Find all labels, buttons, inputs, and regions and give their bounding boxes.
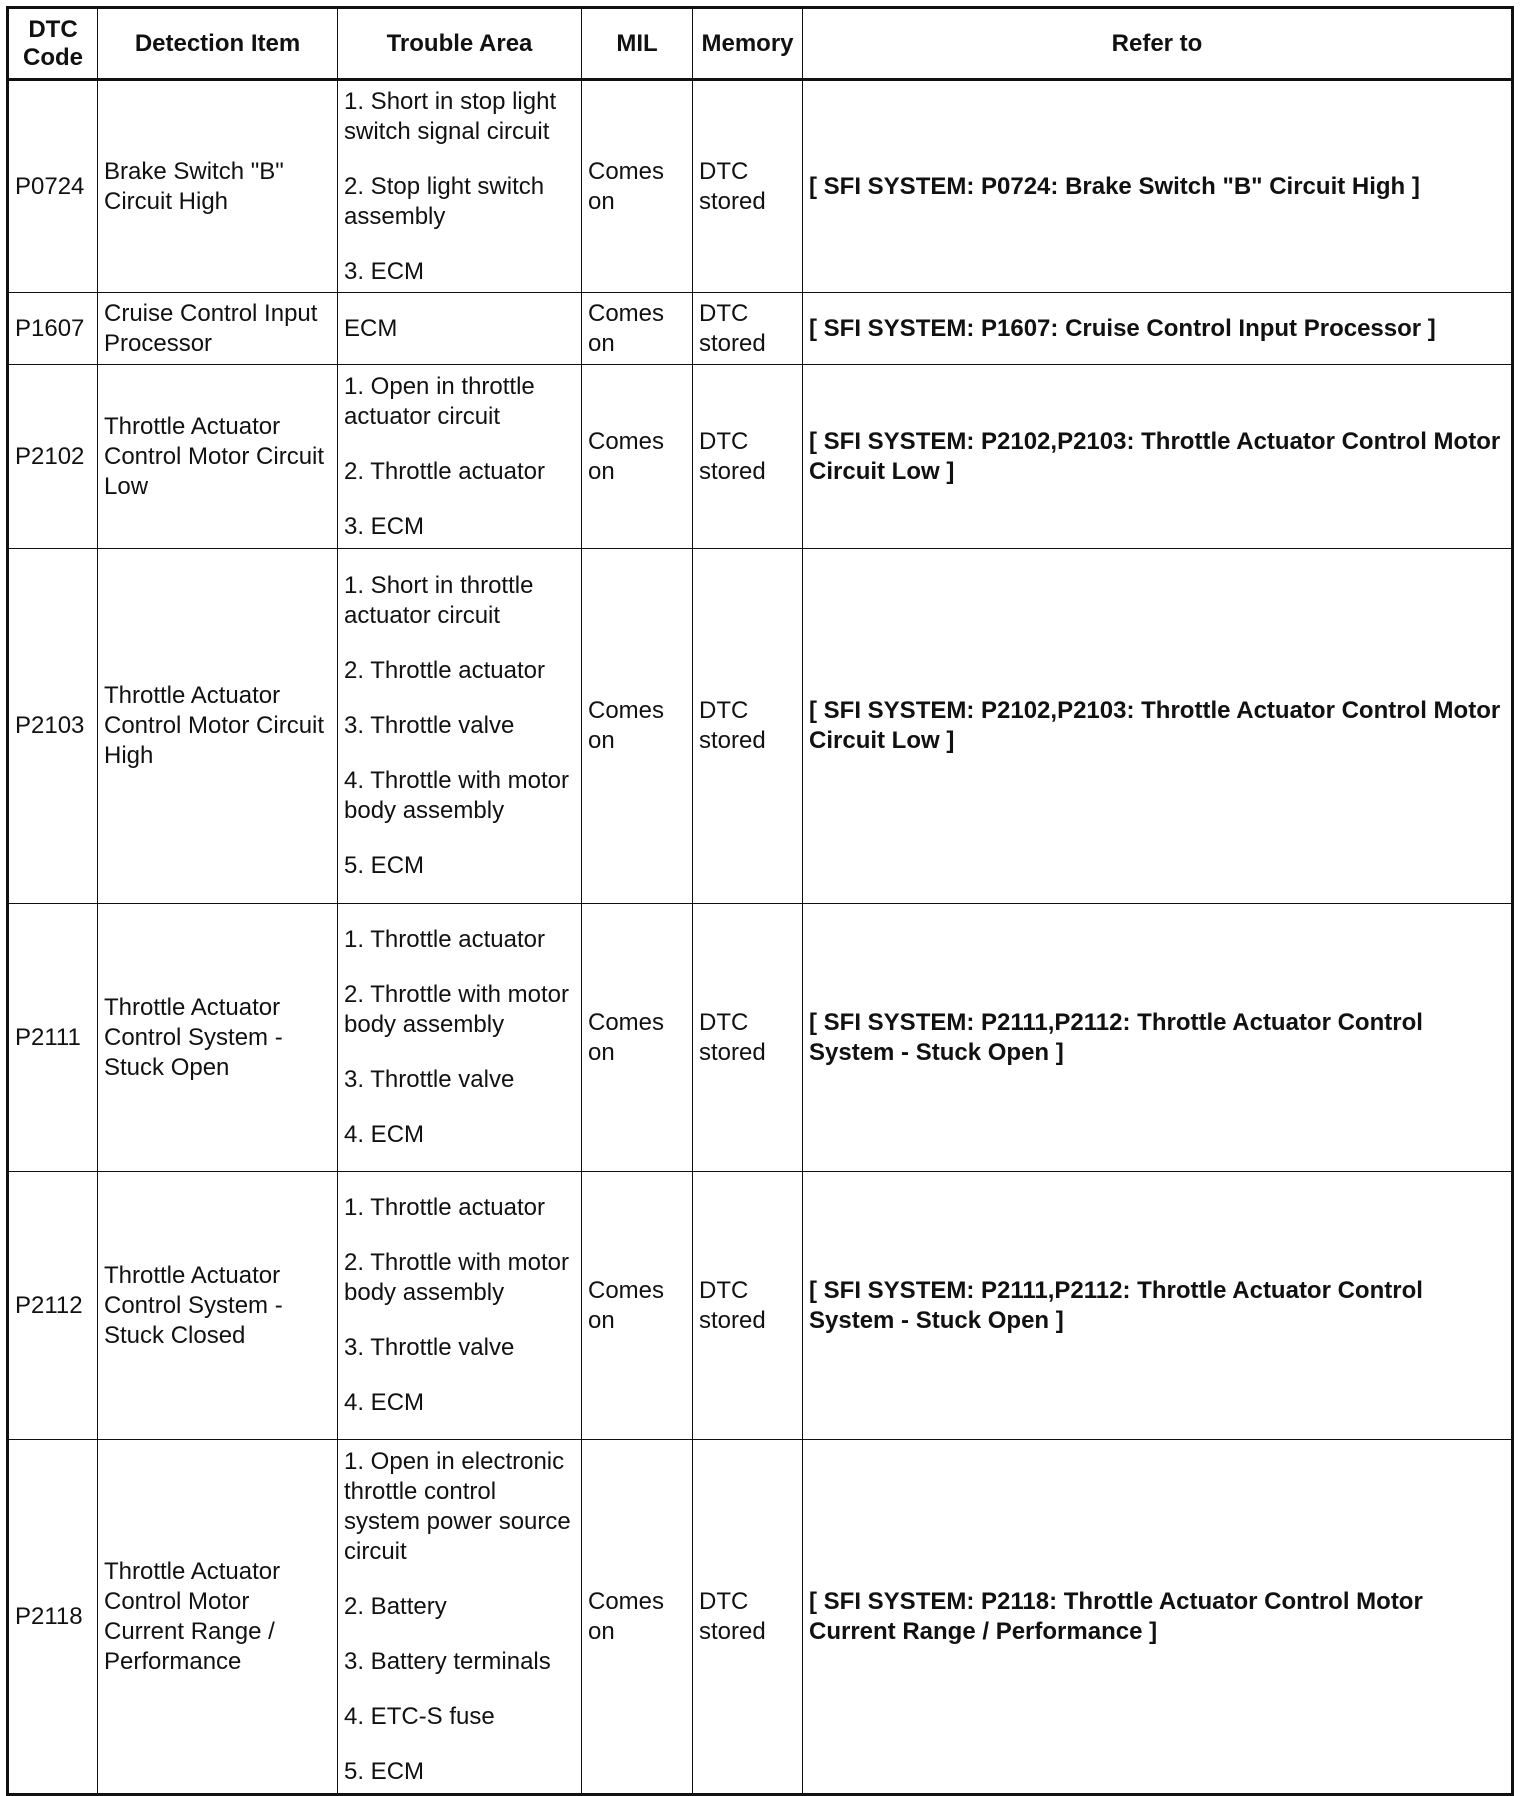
- dtc-table: [6, 6, 1514, 1796]
- trouble-area-item: 3. Battery terminals: [344, 1647, 551, 1675]
- trouble-area-cell: [338, 1172, 582, 1440]
- mil-cell: Comes on: [582, 1440, 693, 1795]
- trouble-area-item: ECM: [344, 314, 398, 342]
- dtc-code-cell: P2102: [8, 365, 98, 549]
- refer-to-link[interactable]: [ SFI SYSTEM: P2102,P2103: Throttle Actuator Control Motor Circuit Low ]: [803, 365, 1513, 549]
- table-row: [8, 80, 1513, 293]
- trouble-area-item: 2. Throttle with motor body assembly: [344, 1249, 569, 1306]
- table-row: [8, 365, 1513, 549]
- trouble-area-item: 2. Throttle actuator: [344, 457, 545, 485]
- header-dtc-code: DTC Code: [8, 8, 98, 80]
- mil-cell: Comes on: [582, 293, 693, 365]
- memory-cell: DTC stored: [693, 549, 803, 904]
- trouble-area-item: 1. Open in throttle actuator circuit: [344, 372, 535, 430]
- table-row: [8, 1440, 1513, 1795]
- trouble-area-item: 4. ECM: [344, 1389, 425, 1416]
- mil-cell: Comes on: [582, 904, 693, 1172]
- detection-item-cell: Throttle Actuator Control System - Stuck Open: [98, 904, 338, 1172]
- mil-cell: Comes on: [582, 1172, 693, 1440]
- detection-item-cell: Throttle Actuator Control Motor Circuit Low: [98, 365, 338, 549]
- refer-to-link[interactable]: [ SFI SYSTEM: P2102,P2103: Throttle Actuator Control Motor Circuit Low ]: [803, 549, 1513, 904]
- dtc-code-cell: P1607: [8, 293, 98, 365]
- trouble-area-cell: [338, 80, 582, 293]
- refer-to-link[interactable]: [ SFI SYSTEM: P2111,P2112: Throttle Actuator Control System - Stuck Open ]: [803, 1172, 1513, 1440]
- trouble-area-cell: [338, 1440, 582, 1795]
- trouble-area-cell: [338, 365, 582, 549]
- refer-to-link[interactable]: [ SFI SYSTEM: P2111,P2112: Throttle Actuator Control System - Stuck Open ]: [803, 904, 1513, 1172]
- header-refer-to: Refer to: [803, 8, 1513, 80]
- detection-item-cell: Brake Switch "B" Circuit High: [98, 80, 338, 293]
- trouble-area-item: 2. Battery: [344, 1592, 447, 1620]
- trouble-area-item: 4. ETC-S fuse: [344, 1702, 495, 1730]
- memory-cell: DTC stored: [693, 365, 803, 549]
- refer-to-link[interactable]: [ SFI SYSTEM: P2118: Throttle Actuator Control Motor Current Range / Performance ]: [803, 1440, 1513, 1795]
- detection-item-cell: Cruise Control Input Processor: [98, 293, 338, 365]
- trouble-area-item: 1. Open in electronic throttle control system power source circuit: [344, 1447, 571, 1565]
- trouble-area-item: 4. ECM: [344, 1121, 425, 1148]
- memory-cell: DTC stored: [693, 80, 803, 293]
- dtc-code-cell: P2118: [8, 1440, 98, 1795]
- memory-cell: DTC stored: [693, 904, 803, 1172]
- table-row: [8, 293, 1513, 365]
- mil-cell: Comes on: [582, 549, 693, 904]
- refer-to-link[interactable]: [ SFI SYSTEM: P0724: Brake Switch "B" Circuit High ]: [803, 80, 1513, 293]
- trouble-area-item: 3. Throttle valve: [344, 1334, 515, 1361]
- trouble-area-item: 3. Throttle valve: [344, 1066, 515, 1093]
- trouble-area-item: 3. Throttle valve: [344, 712, 515, 739]
- header-detection-item: Detection Item: [98, 8, 338, 80]
- memory-cell: DTC stored: [693, 293, 803, 365]
- header-mil: MIL: [582, 8, 693, 80]
- trouble-area-item: 2. Throttle actuator: [344, 657, 545, 684]
- dtc-code-cell: P2112: [8, 1172, 98, 1440]
- trouble-area-item: 3. ECM: [344, 512, 425, 540]
- trouble-area-cell: [338, 293, 582, 365]
- trouble-area-cell: [338, 549, 582, 904]
- table-header-row: [8, 8, 1513, 80]
- mil-cell: Comes on: [582, 80, 693, 293]
- mil-cell: Comes on: [582, 365, 693, 549]
- detection-item-cell: Throttle Actuator Control System - Stuck Closed: [98, 1172, 338, 1440]
- table-row: [8, 549, 1513, 904]
- detection-item-cell: Throttle Actuator Control Motor Circuit High: [98, 549, 338, 904]
- trouble-area-item: 1. Short in stop light switch signal circuit: [344, 87, 557, 145]
- trouble-area-item: 5. ECM: [344, 852, 425, 879]
- trouble-area-item: 2. Throttle with motor body assembly: [344, 981, 569, 1038]
- dtc-code-cell: P0724: [8, 80, 98, 293]
- trouble-area-cell: [338, 904, 582, 1172]
- trouble-area-item: 1. Short in throttle actuator circuit: [344, 572, 534, 629]
- trouble-area-item: 3. ECM: [344, 257, 425, 285]
- trouble-area-item: 1. Throttle actuator: [344, 1194, 545, 1221]
- refer-to-link[interactable]: [ SFI SYSTEM: P1607: Cruise Control Input Processor ]: [803, 293, 1513, 365]
- detection-item-cell: Throttle Actuator Control Motor Current Range / Performance: [98, 1440, 338, 1795]
- dtc-code-cell: P2103: [8, 549, 98, 904]
- trouble-area-item: 2. Stop light switch assembly: [344, 172, 545, 230]
- table-row: [8, 1172, 1513, 1440]
- dtc-table-container: [6, 6, 1514, 1786]
- header-trouble-area: Trouble Area: [338, 8, 582, 80]
- header-memory: Memory: [693, 8, 803, 80]
- trouble-area-item: 4. Throttle with motor body assembly: [344, 767, 569, 824]
- table-row: [8, 904, 1513, 1172]
- memory-cell: DTC stored: [693, 1172, 803, 1440]
- trouble-area-item: 5. ECM: [344, 1757, 425, 1785]
- dtc-code-cell: P2111: [8, 904, 98, 1172]
- memory-cell: DTC stored: [693, 1440, 803, 1795]
- trouble-area-item: 1. Throttle actuator: [344, 926, 545, 953]
